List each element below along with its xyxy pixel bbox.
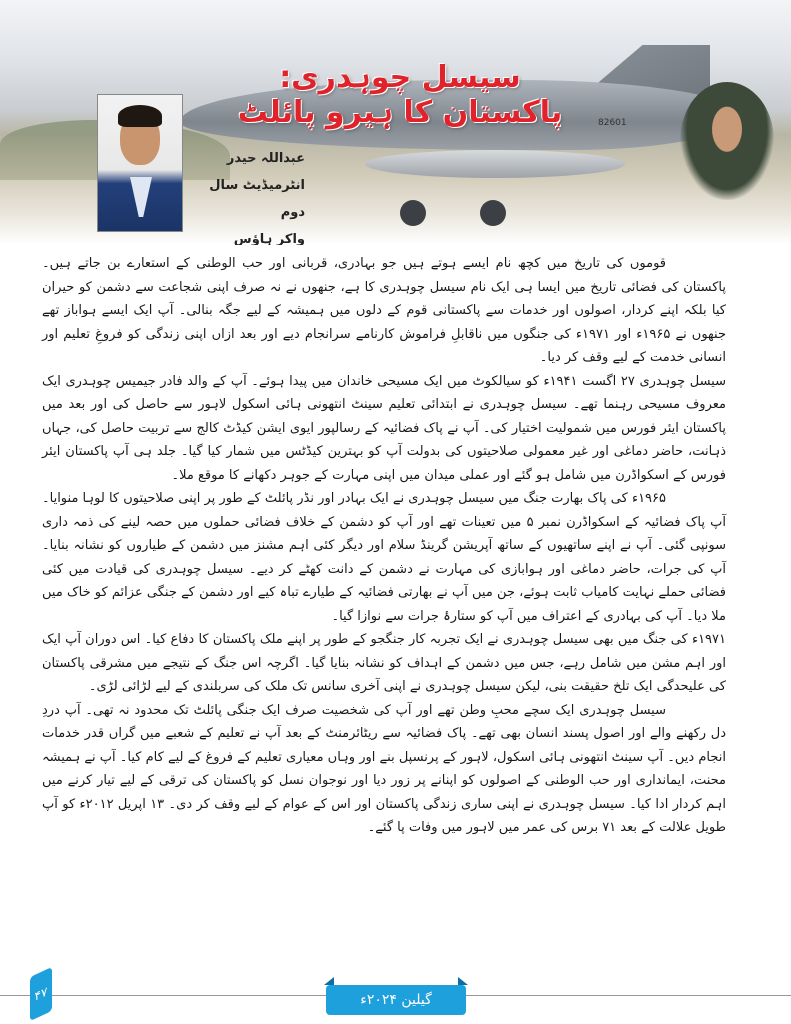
author-house: واکر ہاؤس xyxy=(233,232,305,245)
paragraph: سیسل چوہدری ۲۷ اگست ۱۹۴۱ء کو سیالکوٹ میں ایک مسیحی خاندان میں پیدا ہوئے۔ آپ کے والد فادر جیمیس چوہدری ایک معروف مسیحی رہنما تھے۔ سیسل چوہدری نے ابتدائی تعلیم سینٹ انتھونی ہائی اسکول لاہور سے حاصل کی اور بعد میں پاکستان ایئر فورس میں شمولیت اختیار کی۔ آپ نے پاک فضائیہ کے رسالپور ایوی ایشن کیڈٹ کالج سے تربیت حاصل کی، جہاں ذہانت، حاضر دماغی اور غیر معمولی صلاحیتوں کی بدولت آپ کو بہترین کیڈٹس میں شمار کیا گیا۔ جلد ہی آپ پاکستان ایئر فورس کے اسکواڈرن میں شامل ہو گئے اور عملی میدان میں اپنی مہارت کے جوہر دکھانے کا موقع ملا۔ xyxy=(42,373,726,483)
magazine-name: گیلین ۲۰۲۴ء xyxy=(326,985,466,1015)
header-banner xyxy=(0,0,791,245)
author-class: انٹرمیڈیٹ سال دوم xyxy=(209,178,305,220)
paragraph: سیسل چوہدری ایک سچے محبِ وطن تھے اور آپ کی شخصیت صرف ایک جنگی پائلٹ تک محدود نہ تھی۔ آپ دردِ دل رکھنے والے اور اصول پسند انسان بھی تھے۔ پاک فضائیہ سے ریٹائرمنٹ کے بعد آپ نے تعلیم کے شعبے میں گراں قدر خدمات انجام دیں۔ آپ سینٹ انتھونی ہائی اسکول، لاہور کے پرنسپل بنے اور وہاں معیاری تعلیم کے فروغ کے لیے کام کیا۔ آپ نے ہمیشہ محنت، ایمانداری اور حب الوطنی کے اصولوں کو اپنانے پر زور دیا اور نوجوان نسل کو پاکستان کی ترقی کے لیے تیار کرنے میں اہم کردار ادا کیا۔ سیسل چوہدری نے اپنی ساری زندگی پاکستان اور اس کے عوام کے لیے وقف کر دی۔ ۱۳ اپریل ۲۰۱۲ء کو آپ طویل علالت کے بعد ۷۱ برس کی عمر میں لاہور میں وفات پا گئے۔ xyxy=(42,702,726,835)
jet-serial: 82601 xyxy=(598,118,627,128)
article-body xyxy=(42,252,726,840)
paragraph: ۱۹۷۱ء کی جنگ میں بھی سیسل چوہدری نے ایک تجربہ کار جنگجو کے طور پر اپنے ملک پاکستان کا دفاع کیا۔ اس دوران آپ ایک اور اہم مشن میں شامل رہے، جس میں دشمن کے اہداف کو نشانہ بنایا گیا۔ اگرچہ اس جنگ کے نتیجے میں مشرقی پاکستان کی علیحدگی ایک تلخ حقیقت بنی، لیکن سیسل چوہدری نے اپنی آخری سانس تک ملک کی سربلندی کے لیے لڑائی لڑی۔ xyxy=(42,632,726,694)
article-title: سیسل چوہدری: پاکستان کا ہیرو پائلٹ xyxy=(237,60,563,130)
jet-wheel xyxy=(400,200,426,226)
cecil-chaudhry-portrait xyxy=(680,82,774,200)
author-info xyxy=(195,145,305,245)
jet-fuel-tank xyxy=(365,150,625,178)
paragraph: قوموں کی تاریخ میں کچھ نام ایسے ہوتے ہیں جو بہادری، قربانی اور حب الوطنی کے استعارے بن جاتے ہیں۔ پاکستان کی فضائی تاریخ میں ایسا ہی ایک نام سیسل چوہدری کا ہے، جنھوں نے نہ صرف اپنی شجاعت سے دشمن کو حیران کیا بلکہ اپنے کردار، اصولوں اور خدمات سے پاکستانی قوم کے دلوں میں ہمیشہ کے لیے جگہ بنالی۔ آپ ایک ایسے ہواباز تھے جنھوں نے ۱۹۶۵ء اور ۱۹۷۱ء کی جنگوں میں ناقابلِ فراموش کارنامے سرانجام دیے اور بعد ازاں اپنی زندگی کو فروغِ تعلیم اور انسانی خدمت کے لیے وقف کر دیا۔ xyxy=(42,256,727,365)
author-name: عبداللہ حیدر xyxy=(226,151,305,166)
author-photo xyxy=(97,94,183,232)
paragraph: ۱۹۶۵ء کی پاک بھارت جنگ میں سیسل چوہدری نے ایک بہادر اور نڈر پائلٹ کے طور پر اپنی صلاحیتوں کا لوہا منوایا۔ آپ پاک فضائیہ کے اسکواڈرن نمبر ۵ میں تعینات تھے اور آپ کو دشمن کے خلاف فضائی حملوں میں حصہ لینے کی ذمہ داری سونپی گئی۔ آپ نے اپنے ساتھیوں کے ساتھ آپریشن گرینڈ سلام اور دیگر کئی اہم مشنز میں دشمن کے طیاروں کو نشانہ بنایا۔ آپ کی جرات، حاضر دماغی اور ہوابازی کی مہارت نے دشمن کے دانت کھٹے کر دیے۔ سیسل چوہدری کی قیادت میں کئی فضائی حملے نہایت کامیاب ثابت ہوئے، جن میں آپ نے بھارتی فضائیہ کے طیارے تباہ کیے اور دشمن کے جنگی عزائم کو خاک میں ملا دیا۔ آپ کی بہادری کے اعتراف میں آپ کو ستارۂ جرات سے نوازا گیا۔ xyxy=(42,491,726,624)
jet-wheel xyxy=(480,200,506,226)
page-number: ۴۷ xyxy=(30,967,52,1021)
